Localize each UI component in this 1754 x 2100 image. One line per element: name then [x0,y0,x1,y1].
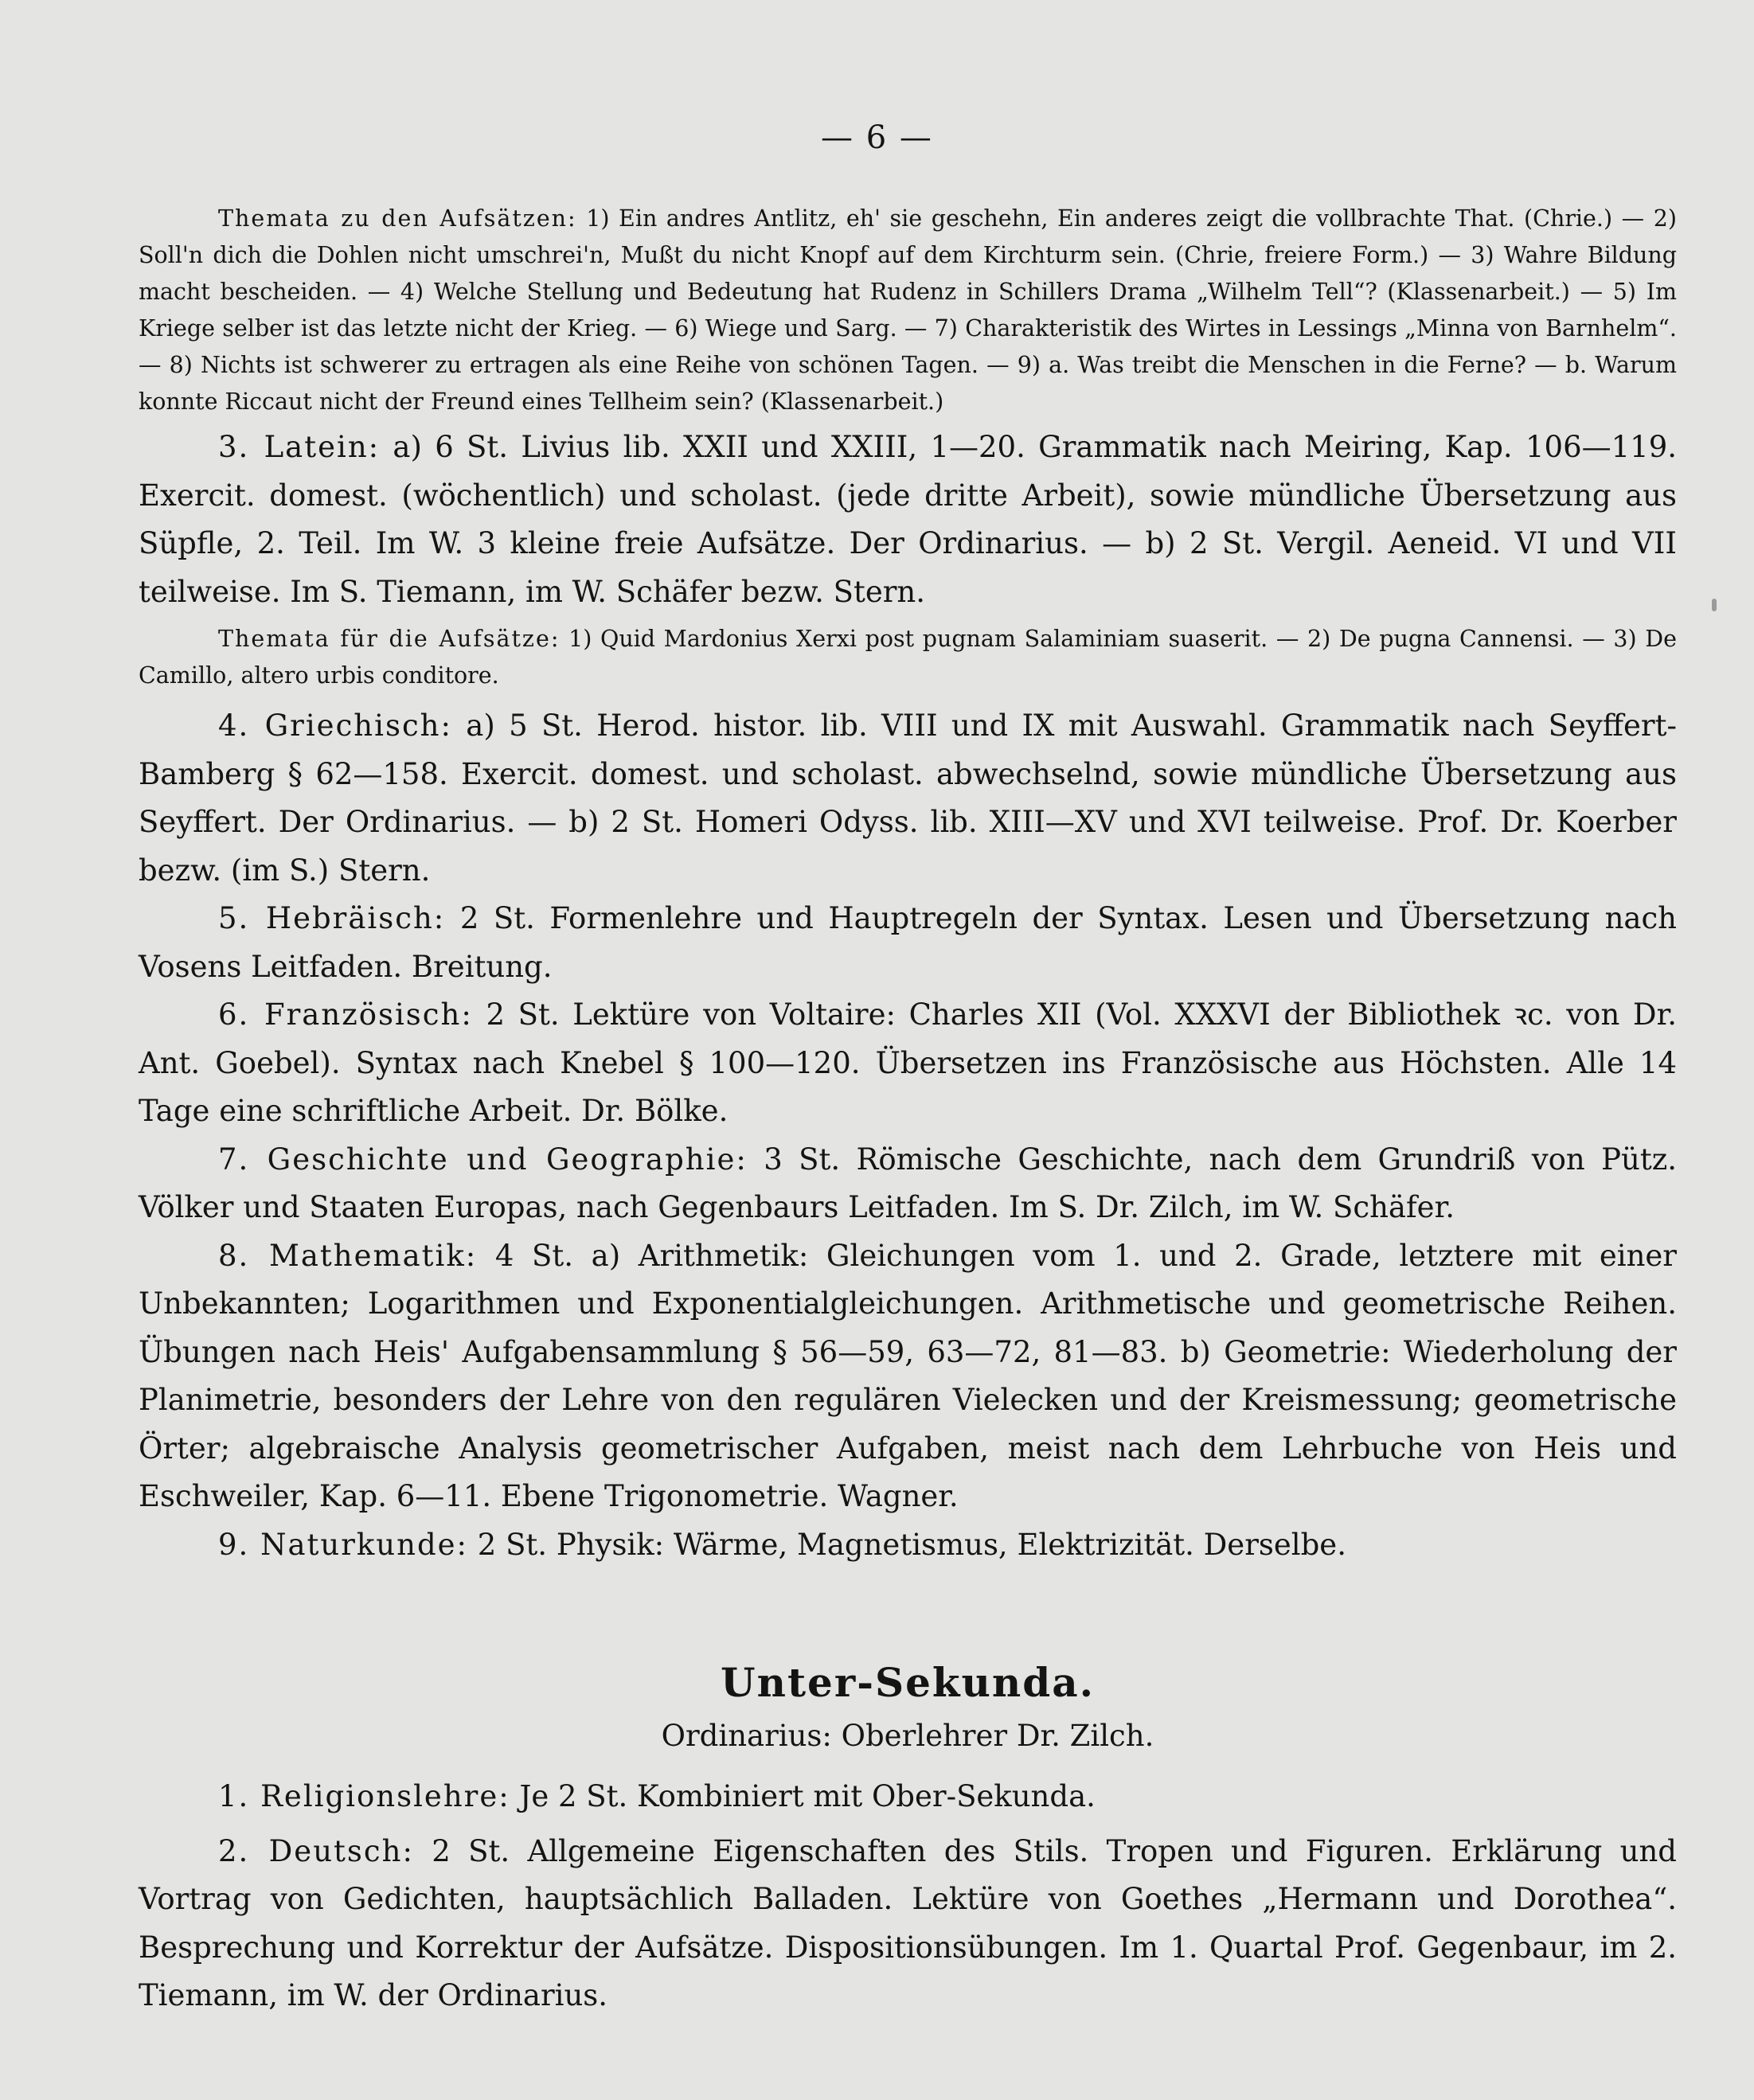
hebraeisch-text: 2 St. Formenlehre und Hauptregeln der Syntax. Lesen und Übersetzung nach Vosens Leitfaden. Breitung. [139,901,1678,984]
themata-latein-text: 1) Quid Mardonius Xerxi post pugnam Salaminiam suaserit. — 2) De pugna Cannensi. — 3) De Camillo, altero urbis conditore. [139,626,1677,689]
section-heading-unter-sekunda: Unter-Sekunda. [721,1659,1095,1706]
naturkunde-text: 2 St. Physik: Wärme, Magnetismus, Elektrizität. Derselbe. [468,1527,1346,1562]
mathematik-paragraph [139,1232,1677,1521]
mathematik-label: 8. Mathematik: [218,1238,478,1273]
deutsch-text: 2 St. Allgemeine Eigenschaften des Stils. Tropen und Figuren. Erklärung und Vortrag von Gedichten, hauptsächlich Balladen. Lektüre von Goethes „Hermann und Dorothea“. Besprechung und Korrektur der Aufsätze. Dispositionsübungen. Im 1. Quartal Prof. Gegenbaur, im 2. Tiemann, im W. der Ordinarius. [139,1833,1677,2012]
franzoesisch-label: 6. Französisch: [218,997,473,1032]
themata-latein-paragraph [139,621,1677,694]
griechisch-text: a) 5 St. Herod. histor. lib. VIII und IX mit Auswahl. Grammatik nach Seyffert-Bamberg § 62—158. Exercit. domest. und scholast. abwechselnd, sowie mündliche Übersetzung aus Seyffert. Der Ordinarius. — b) 2 St. Homeri Odyss. lib. XIII—XV und XVI teilweise. Prof. Dr. Koerber bezw. (im S.) Stern. [139,708,1677,888]
deutsch-paragraph [139,1828,1677,2020]
religion-label: 1. Religionslehre: [218,1779,510,1813]
griechisch-label: 4. Griechisch: [218,708,452,743]
religion-paragraph [139,1773,1677,1821]
franzoesisch-paragraph [139,991,1677,1136]
geschichte-text: 3 St. Römische Geschichte, nach dem Grundriß von Pütz. Völker und Staaten Europas, nach Gegenbaurs Leitfaden. Im S. Dr. Zilch, im W. Schäfer. [139,1142,1677,1224]
griechisch-paragraph [139,702,1677,895]
themata-latein-label: Themata für die Aufsätze: [218,626,561,652]
latein-label: 3. Latein: [218,430,381,464]
latein-text: a) 6 St. Livius lib. XXII und XXIII, 1—20. Grammatik nach Meiring, Kap. 106—119. Exercit. domest. (wöchentlich) und scholast. (jede dritte Arbeit), sowie mündliche Übersetzung aus Süpfle, 2. Teil. Im W. 3 kleine freie Aufsätze. Der Ordinarius. — b) 2 St. Vergil. Aeneid. VI und VII teilweise. Im S. Tiemann, im W. Schäfer bezw. Stern. [139,430,1677,609]
latein-paragraph [139,424,1677,616]
themata-aufsaetze-text: 1) Ein andres Antlitz, eh' sie geschehn, Ein anderes zeigt die vollbrachte That. (Chrie.) — 2) Soll'n dich die Dohlen nicht umschrei'n, Mußt du nicht Knopf auf dem Kirchturm sein. (Chrie, freiere Form.) — 3) Wahre Bildung macht bescheiden. — 4) Welche Stellung und Bedeutung hat Rudenz in Schillers Drama „Wilhelm Tell“? (Klassenarbeit.) — 5) Im Kriege selber ist das letzte nicht der Krieg. — 6) Wiege und Sarg. — 7) Charakteristik des Wirtes in Lessings „Minna von Barnhelm“. — 8) Nichts ist schwerer zu ertragen als eine Reihe von schönen Tagen. — 9) a. Was treibt die Menschen in die Ferne? — b. Warum konnte Riccaut nicht der Freund eines Tellheim sein? (Klassenarbeit.) [139,205,1677,415]
themata-aufsaetze-label: Themata zu den Aufsätzen: [218,205,577,232]
naturkunde-label: 9. Naturkunde: [218,1527,469,1562]
mathematik-text: 4 St. a) Arithmetik: Gleichungen vom 1. und 2. Grade, letztere mit einer Unbekannten; Logarithmen und Exponentialgleichungen. Arithmetische und geometrische Reihen. Übungen nach Heis' Aufgabensammlung § 56—59, 63—72, 81—83. b) Geometrie: Wiederholung der Planimetrie, besonders der Lehre von den regulären Vielecken und der Kreismessung; geometrische Örter; algebraische Analysis geometrischer Aufgaben, meist nach dem Lehrbuche von Heis und Eschweiler, Kap. 6—11. Ebene Trigonometrie. Wagner. [139,1238,1677,1513]
geschichte-paragraph [139,1136,1677,1232]
franzoesisch-text: 2 St. Lektüre von Voltaire: Charles XII (Vol. XXXVI der Bibliothek ꝛc. von Dr. Ant. Goebel). Syntax nach Knebel § 100—120. Übersetzen ins Französische aus Höchsten. Alle 14 Tage eine schriftliche Arbeit. Dr. Bölke. [139,997,1677,1128]
naturkunde-paragraph [139,1521,1677,1570]
page-number: — 6 — [821,119,933,156]
ordinarius-line: Ordinarius: Oberlehrer Dr. Zilch. [661,1719,1154,1753]
hebraeisch-paragraph [139,895,1677,991]
scan-speck [1712,599,1717,611]
deutsch-label: 2. Deutsch: [218,1833,414,1868]
themata-aufsaetze-paragraph [139,201,1677,420]
hebraeisch-label: 5. Hebräisch: [218,901,446,935]
religion-text: Je 2 St. Kombiniert mit Ober-Sekunda. [510,1779,1096,1813]
page-body [139,201,1677,2020]
geschichte-label: 7. Geschichte und Geographie: [218,1142,748,1177]
